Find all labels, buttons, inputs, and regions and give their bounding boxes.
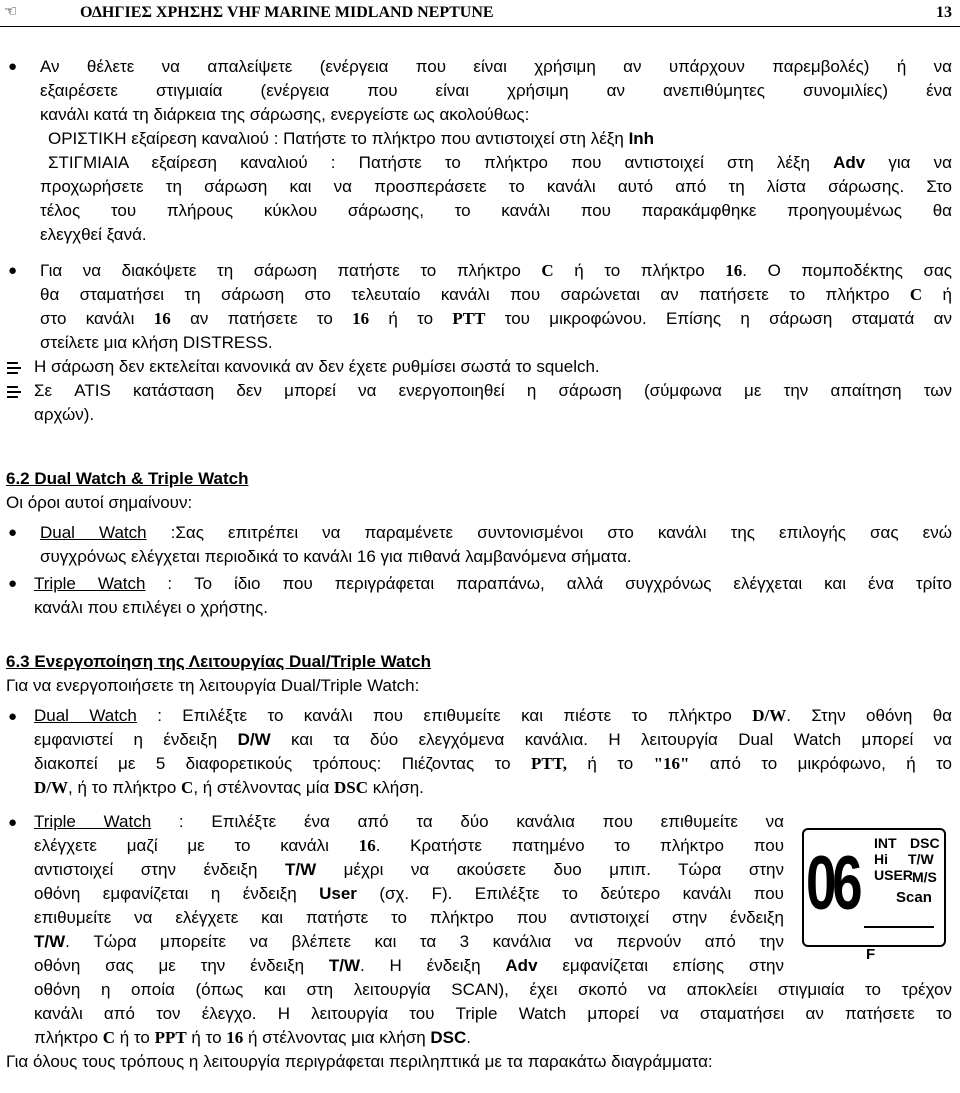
paragraph-line: Αν θέλετε να απαλείψετε (ενέργεια που είναι χρήσιμη αν υπάρχουν παρεμβολές) ή να — [40, 57, 952, 76]
bullet-icon: ● — [8, 708, 18, 725]
note-line: Η σάρωση δεν εκτελείται κανονικά αν δεν έχετε ρυθμίσει σωστά το squelch. — [34, 357, 600, 376]
paragraph-line: οθόνη η οποία (όπως και στη λειτουργία SCAN), έχει σκοπό να αποκλείει στιγμιαία το τρέχον — [34, 980, 952, 999]
paragraph-line: συγχρόνως ελέγχεται περιοδικά το κανάλι 16 για πιθανά λαμβανόμενα σήματα. — [40, 547, 632, 566]
paragraph-line: Οι όροι αυτοί σημαίνουν: — [6, 493, 193, 512]
paragraph-line: D/W, ή το πλήκτρο C, ή στέλνοντας μία DSC κλήση. — [34, 778, 424, 797]
bullet-icon: ● — [8, 524, 18, 541]
paragraph-line: Για όλους τους τρόπους η λειτουργία περιγράφεται περιληπτικά με τα παρακάτω διαγράμματα: — [6, 1052, 713, 1071]
lcd-tw-indicator: T/W — [908, 851, 934, 867]
lcd-channel-number: 06 — [806, 841, 859, 926]
paragraph-line: Dual Watch :Σας επιτρέπει να παραμένετε συντονισμένοι στο κανάλι της επιλογής σας ενώ — [40, 523, 952, 542]
lcd-int-indicator: INT — [874, 835, 897, 851]
section-heading: 6.3 Ενεργοποίηση της Λειτουργίας Dual/Triple Watch — [6, 652, 432, 671]
lcd-hi-indicator: Hi — [874, 851, 888, 867]
paragraph-line: στείλετε μια κλήση DISTRESS. — [40, 333, 273, 352]
page-header — [0, 0, 960, 27]
figure-caption: F — [866, 946, 876, 963]
paragraph-line: ΣΤΙΓΜΙΑΙΑ εξαίρεση καναλιού : Πατήστε το πλήκτρο που αντιστοιχεί στη λέξη Adv για να — [48, 153, 952, 172]
paragraph-line: Triple Watch : Επιλέξτε ένα από τα δύο κανάλια που επιθυμείτε να — [34, 812, 784, 831]
note-icon — [6, 359, 22, 377]
header-title: ΟΔΗΓΙΕΣ ΧΡΗΣΗΣ VHF MARINE MIDLAND NEPTUNE — [80, 4, 494, 21]
paragraph-line: Για να διακόψετε τη σάρωση πατήστε το πλήκτρο C ή το πλήκτρο 16. Ο πομποδέκτης σας — [40, 261, 952, 280]
paragraph-line: κανάλι που επιλέγει ο χρήστης. — [34, 598, 268, 617]
paragraph-line: ελεγχθεί ξανά. — [40, 225, 147, 244]
lcd-user-indicator: USER — [874, 867, 913, 883]
lcd-display-figure — [802, 828, 946, 947]
paragraph-line: εμφανιστεί η ένδειξη D/W και τα δύο ελεγχόμενα κανάλια. Η λειτουργία Dual Watch μπορεί να — [34, 730, 952, 749]
paragraph-line: στο κανάλι 16 αν πατήσετε το 16 ή το PTT του μικροφώνου. Επίσης η σάρωση σταματά αν — [40, 309, 952, 328]
bullet-icon: ● — [8, 262, 18, 279]
paragraph-line: αντιστοιχεί στην ένδειξη T/W μέχρι να ακούσετε δυο μπιπ. Τώρα στην — [34, 860, 784, 879]
paragraph-line: T/W. Τώρα μπορείτε να βλέπετε και τα 3 κανάλια να περνούν από την — [34, 932, 784, 951]
bullet-icon: ● — [8, 575, 18, 592]
paragraph-line: κανάλι κατά τη διάρκεια της σάρωσης, ενεργείστε ως ακολούθως: — [40, 105, 530, 124]
paragraph-line: ΟΡΙΣΤΙΚΗ εξαίρεση καναλιού : Πατήστε το πλήκτρο που αντιστοιχεί στη λέξη Inh — [48, 129, 655, 148]
paragraph-line: οθόνη εμφανίζεται η ένδειξη User (σχ. F). Επιλέξτε το δεύτερο κανάλι που — [34, 884, 784, 903]
bullet-icon: ● — [8, 58, 18, 75]
paragraph-line: θα σταματήσει τη σάρωση στο τελευταίο κανάλι που σαρώνεται αν πατήσετε το πλήκτρο C ή — [40, 285, 952, 304]
lcd-scan-indicator: Scan — [896, 889, 932, 906]
lcd-ms-indicator: M/S — [912, 869, 937, 885]
paragraph-line: Dual Watch : Επιλέξτε το κανάλι που επιθυμείτε και πιέστε το πλήκτρο D/W. Στην οθόνη θα — [34, 706, 953, 725]
note-line: Σε ATIS κατάσταση δεν μπορεί να ενεργοποιηθεί η σάρωση (σύμφωνα με την απαίτηση των — [34, 381, 952, 400]
paragraph-line: οθόνη σας με την ένδειξη T/W. Η ένδειξη Adv εμφανίζεται επίσης στην — [34, 956, 784, 975]
section-heading: 6.2 Dual Watch & Triple Watch — [6, 469, 249, 488]
paragraph-line: επιθυμείτε να ελέγχετε και πατήστε το πλήκτρο που αντιστοιχεί στην ένδειξη — [34, 908, 784, 927]
note-icon — [6, 383, 22, 401]
lcd-underline — [864, 926, 934, 932]
lcd-dsc-indicator: DSC — [910, 835, 940, 851]
paragraph-line: πλήκτρο C ή το PPT ή το 16 ή στέλνοντας μια κλήση DSC. — [34, 1028, 472, 1047]
note-line: αρχών). — [34, 405, 95, 424]
bullet-icon: ● — [8, 814, 18, 831]
paragraph-line: Για να ενεργοποιήσετε τη λειτουργία Dual/Triple Watch: — [6, 676, 420, 695]
paragraph-line: κανάλι από τον έλεγχο. Η λειτουργία του Triple Watch μπορεί να σταματήσει αν πατήσετε το — [34, 1004, 952, 1023]
page-number: 13 — [936, 4, 952, 21]
paragraph-line: ελέγχετε μαζί με το κανάλι 16. Κρατήστε πατημένο το πλήκτρο που — [34, 836, 785, 855]
pointing-hand-icon: ☜ — [4, 2, 18, 20]
paragraph-line: Triple Watch : Το ίδιο που περιγράφεται παραπάνω, αλλά συγχρόνως ελέγχεται και ένα τρίτο — [34, 574, 952, 593]
paragraph-line: διακοπεί με 5 διαφορετικούς τρόπους: Πιέζοντας το PTT, ή το "16" από το μικρόφωνο, ή το — [34, 754, 952, 773]
paragraph-line: τέλος του πλήρους κύκλου σάρωσης, το κανάλι που παρακάμφθηκε προηγουμένως θα — [40, 201, 952, 220]
paragraph-line: εξαιρέσετε στιγμιαία (ενέργεια που είναι χρήσιμη αν ανεπιθύμητες συνομιλίες) ένα — [40, 81, 952, 100]
paragraph-line: προχωρήσετε τη σάρωση και να προσπεράσετε το κανάλι αυτό από τη λίστα σάρωσης. Στο — [40, 177, 952, 196]
